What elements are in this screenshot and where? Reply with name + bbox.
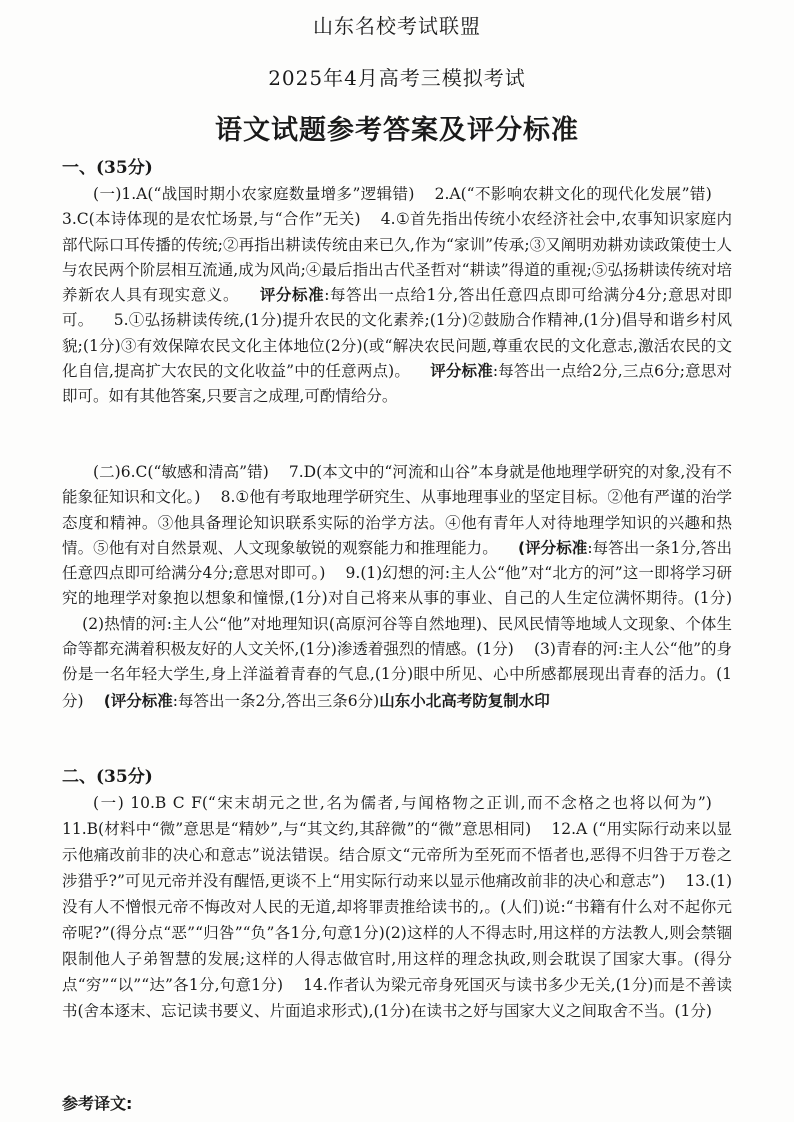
answer-q7: 7.D(本文中的“河流和山谷”本身就是他地理学研究的对象,没有不能象征知识和文化。) [62, 463, 732, 507]
answer-q9-part-3: (3)青春的河:主人公“他”的身份是一名年轻大学生,身上洋溢着青春的气息,(1分)眼中所见、心中所感都展现出青春的活力。(1分) [62, 640, 733, 710]
document-title: 语文试题参考答案及评分标准 [215, 115, 579, 146]
section-2-heading: 二、(35分) [62, 767, 153, 787]
scoring-criteria-label: (评分标准 [103, 691, 173, 710]
scoring-criteria-q5: :每答出一点给2分,三点6分;意思对即可。如有其他答案,只要言之成理,可酌情给分。 [62, 362, 732, 406]
answer-q1: (一)1.A(“战国时期小农家庭数量增多”逻辑错) [93, 185, 415, 203]
answer-q13: 13.(1)没有人不憎恨元帝不悔改对人民的无道,却将罪责推给读书的,。(人们)说:“书籍有什么对不起你元帝呢?”(得分点“恶”“归咎”“负”各1分,句意1分)(2)这样的人不得志时,用这样的方法教人,则会禁锢限制他人子弟智慧的发展;这样的人得志做官时,用这样的理念执政,则会耽误了国家大事。(得分点“穷”“以”“达”各1分,句意1分) [62, 872, 732, 994]
section-2-answers [62, 790, 732, 1024]
scoring-criteria-label: 评分标准 [259, 286, 325, 305]
answer-q2: 2.A(“不影响农耕文化的现代化发展”错) [434, 185, 712, 203]
answer-q8: 8.①他有考取地理学研究生、从事地理事业的坚定目标。②他有严谨的治学态度和精神。③他具备理论知识联系实际的治学方法。④他有青年人对待地理学知识的兴趣和热情。⑤他有对自然景观、人文现象敏锐的观察能力和推理能力。 [62, 488, 732, 557]
organizer-line: 山东名校考试联盟 [313, 14, 481, 38]
answer-q4: 4.①首先指出传统小农经济社会中,农事知识家庭内部代际口耳传播的传统;②再指出耕读传统由来已久,作为“家训”传承;③又阐明劝耕劝读政策使士人与农民两个阶层相互流通,成为风尚;④最后指出古代圣哲对“耕读”得道的重视;⑤弘扬耕读传统对培养新农人具有现实意义。 [62, 210, 732, 305]
section-1-heading: 一、(35分) [62, 158, 153, 178]
scoring-criteria-q4: :每答出一点给1分,答出任意四点即可给满分4分;意思对即可。 [62, 286, 732, 330]
answer-q10: (一) 10.B C F(“宋末胡元之世,名为儒者,与闻格物之正训,而不念格之也将以何为”) [93, 794, 712, 812]
section-1-part-2-answers [62, 460, 732, 714]
answer-q3: 3.C(本诗体现的是农忙场景,与“合作”无关) [62, 210, 361, 229]
answer-q11: 11.B(材料中“微”意思是“精妙”,与“其文约,其辞微”的“微”意思相同) [62, 820, 532, 838]
watermark-text: 山东小北高考防复制水印 [379, 690, 550, 710]
exam-name-line: 2025年4月高考三模拟考试 [268, 66, 526, 90]
reference-translation-label: 参考译文: [62, 1094, 133, 1113]
answer-q12: 12.A (“用实际行动来以显示他痛改前非的决心和意志”说法错误。结合原文“元帝所为至死而不悟者也,恶得不归咎于万卷之涉猎乎?”可见元帝并没有醒悟,更谈不上“用实际行动来以显示他痛改前非的决心和意志”) [62, 820, 733, 890]
section-1-part-1-answers [62, 182, 732, 410]
answer-q9-part-1: 9.(1)幻想的河:主人公“他”对“北方的河”这一即将学习研究的地理学对象抱以想象和憧憬,(1分)对自己将来从事的事业、自己的人生定位满怀期待。(1分) [62, 564, 732, 608]
scoring-criteria-label: (评分标准 [517, 538, 588, 557]
answer-q9-part-2: (2)热情的河:主人公“他”对地理知识(高原河谷等自然地理)、民风民情等地域人文现象、个体生命等都充满着积极友好的人文关怀,(1分)渗透着强烈的情感。(1分) [62, 614, 732, 659]
answer-q14: 14.作者认为梁元帝身死国灭与读书多少无关,(1分)而是不善读书(舍本逐末、忘记读书要义、片面追求形式),(1分)在读书之妤与国家大义之间取舍不当。(1分) [62, 976, 732, 1020]
scoring-criteria-q9: :每答出一条2分,答出三条6分) [172, 691, 380, 710]
scoring-criteria-q8: :每答出一条1分,答出任意四点即可给满分4分;意思对即可。) [62, 538, 732, 583]
answer-q5: 5.①弘扬耕读传统,(1分)提升农民的文化素养;(1分)②鼓励合作精神,(1分)倡导和谐乡村风貌;(1分)③有效保障农民文化主体地位(2分)(或“解决农民问题,尊重农民的文化意志,激活农民的文化自信,提高扩大农民的文化收益”中的任意两点)。 [62, 311, 732, 381]
answer-q6: (二)6.C(“敏感和清高”错) [93, 463, 269, 481]
scoring-criteria-label: 评分标准 [430, 362, 493, 381]
